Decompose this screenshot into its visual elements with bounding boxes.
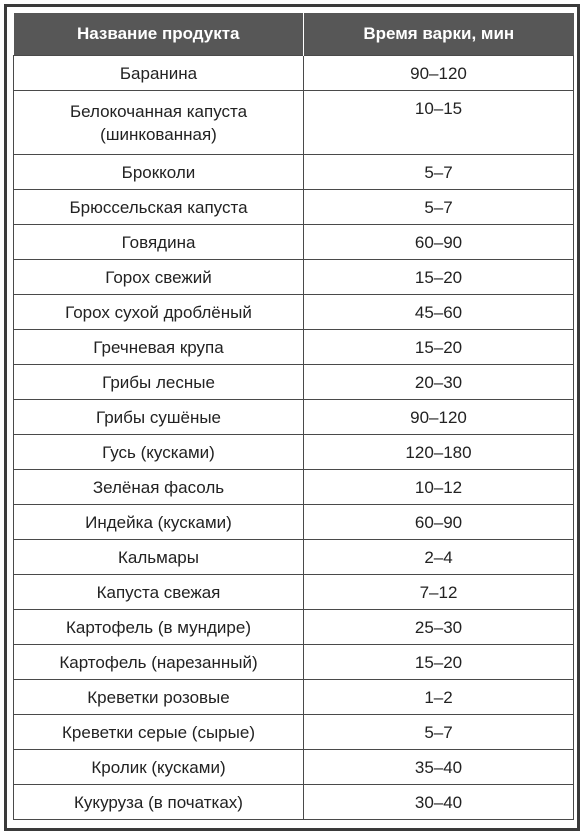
table-row — [14, 225, 574, 260]
product-cell: Креветки розовые — [14, 680, 304, 715]
table-row — [14, 400, 574, 435]
product-cell: Кукуруза (в початках) — [14, 785, 304, 820]
time-cell: 7–12 — [304, 575, 574, 610]
time-cell: 10–12 — [304, 470, 574, 505]
product-cell: Картофель (в мундире) — [14, 610, 304, 645]
time-cell: 120–180 — [304, 435, 574, 470]
table-row — [14, 295, 574, 330]
product-cell: Зелёная фасоль — [14, 470, 304, 505]
table-row — [14, 91, 574, 155]
table-row — [14, 435, 574, 470]
table-row — [14, 505, 574, 540]
table-row — [14, 645, 574, 680]
column-header-time: Время варки, мин — [304, 13, 574, 56]
product-cell: Грибы сушёные — [14, 400, 304, 435]
table-row — [14, 190, 574, 225]
product-cell: Говядина — [14, 225, 304, 260]
product-cell: Грибы лесные — [14, 365, 304, 400]
product-cell: Белокочанная капуста (шинкованная) — [14, 91, 304, 155]
product-cell: Картофель (нарезанный) — [14, 645, 304, 680]
table-row — [14, 260, 574, 295]
table-row — [14, 575, 574, 610]
time-cell: 35–40 — [304, 750, 574, 785]
table-row — [14, 56, 574, 91]
time-cell: 25–30 — [304, 610, 574, 645]
table-header-row — [14, 13, 574, 56]
table-frame — [4, 4, 580, 831]
product-cell: Креветки серые (сырые) — [14, 715, 304, 750]
time-cell: 15–20 — [304, 260, 574, 295]
product-cell: Кролик (кусками) — [14, 750, 304, 785]
time-cell: 30–40 — [304, 785, 574, 820]
table-row — [14, 155, 574, 190]
time-cell: 60–90 — [304, 225, 574, 260]
time-cell: 5–7 — [304, 715, 574, 750]
product-cell: Кальмары — [14, 540, 304, 575]
cooking-time-table — [13, 13, 574, 820]
time-cell: 15–20 — [304, 645, 574, 680]
product-cell: Капуста свежая — [14, 575, 304, 610]
time-cell: 90–120 — [304, 400, 574, 435]
time-cell: 2–4 — [304, 540, 574, 575]
column-header-product: Название продукта — [14, 13, 304, 56]
table-row — [14, 330, 574, 365]
product-cell: Гречневая крупа — [14, 330, 304, 365]
table-row — [14, 470, 574, 505]
time-cell: 5–7 — [304, 155, 574, 190]
table-row — [14, 540, 574, 575]
product-cell: Брюссельская капуста — [14, 190, 304, 225]
table-row — [14, 610, 574, 645]
time-cell: 60–90 — [304, 505, 574, 540]
time-cell: 45–60 — [304, 295, 574, 330]
table-row — [14, 365, 574, 400]
time-cell: 90–120 — [304, 56, 574, 91]
time-cell: 20–30 — [304, 365, 574, 400]
product-cell: Брокколи — [14, 155, 304, 190]
product-cell: Горох сухой дроблёный — [14, 295, 304, 330]
time-cell: 10–15 — [304, 91, 574, 155]
time-cell: 15–20 — [304, 330, 574, 365]
product-cell: Индейка (кусками) — [14, 505, 304, 540]
product-cell: Горох свежий — [14, 260, 304, 295]
table-row — [14, 680, 574, 715]
time-cell: 1–2 — [304, 680, 574, 715]
product-cell: Гусь (кусками) — [14, 435, 304, 470]
table-row — [14, 750, 574, 785]
table-row — [14, 715, 574, 750]
table-row — [14, 785, 574, 820]
product-cell: Баранина — [14, 56, 304, 91]
time-cell: 5–7 — [304, 190, 574, 225]
